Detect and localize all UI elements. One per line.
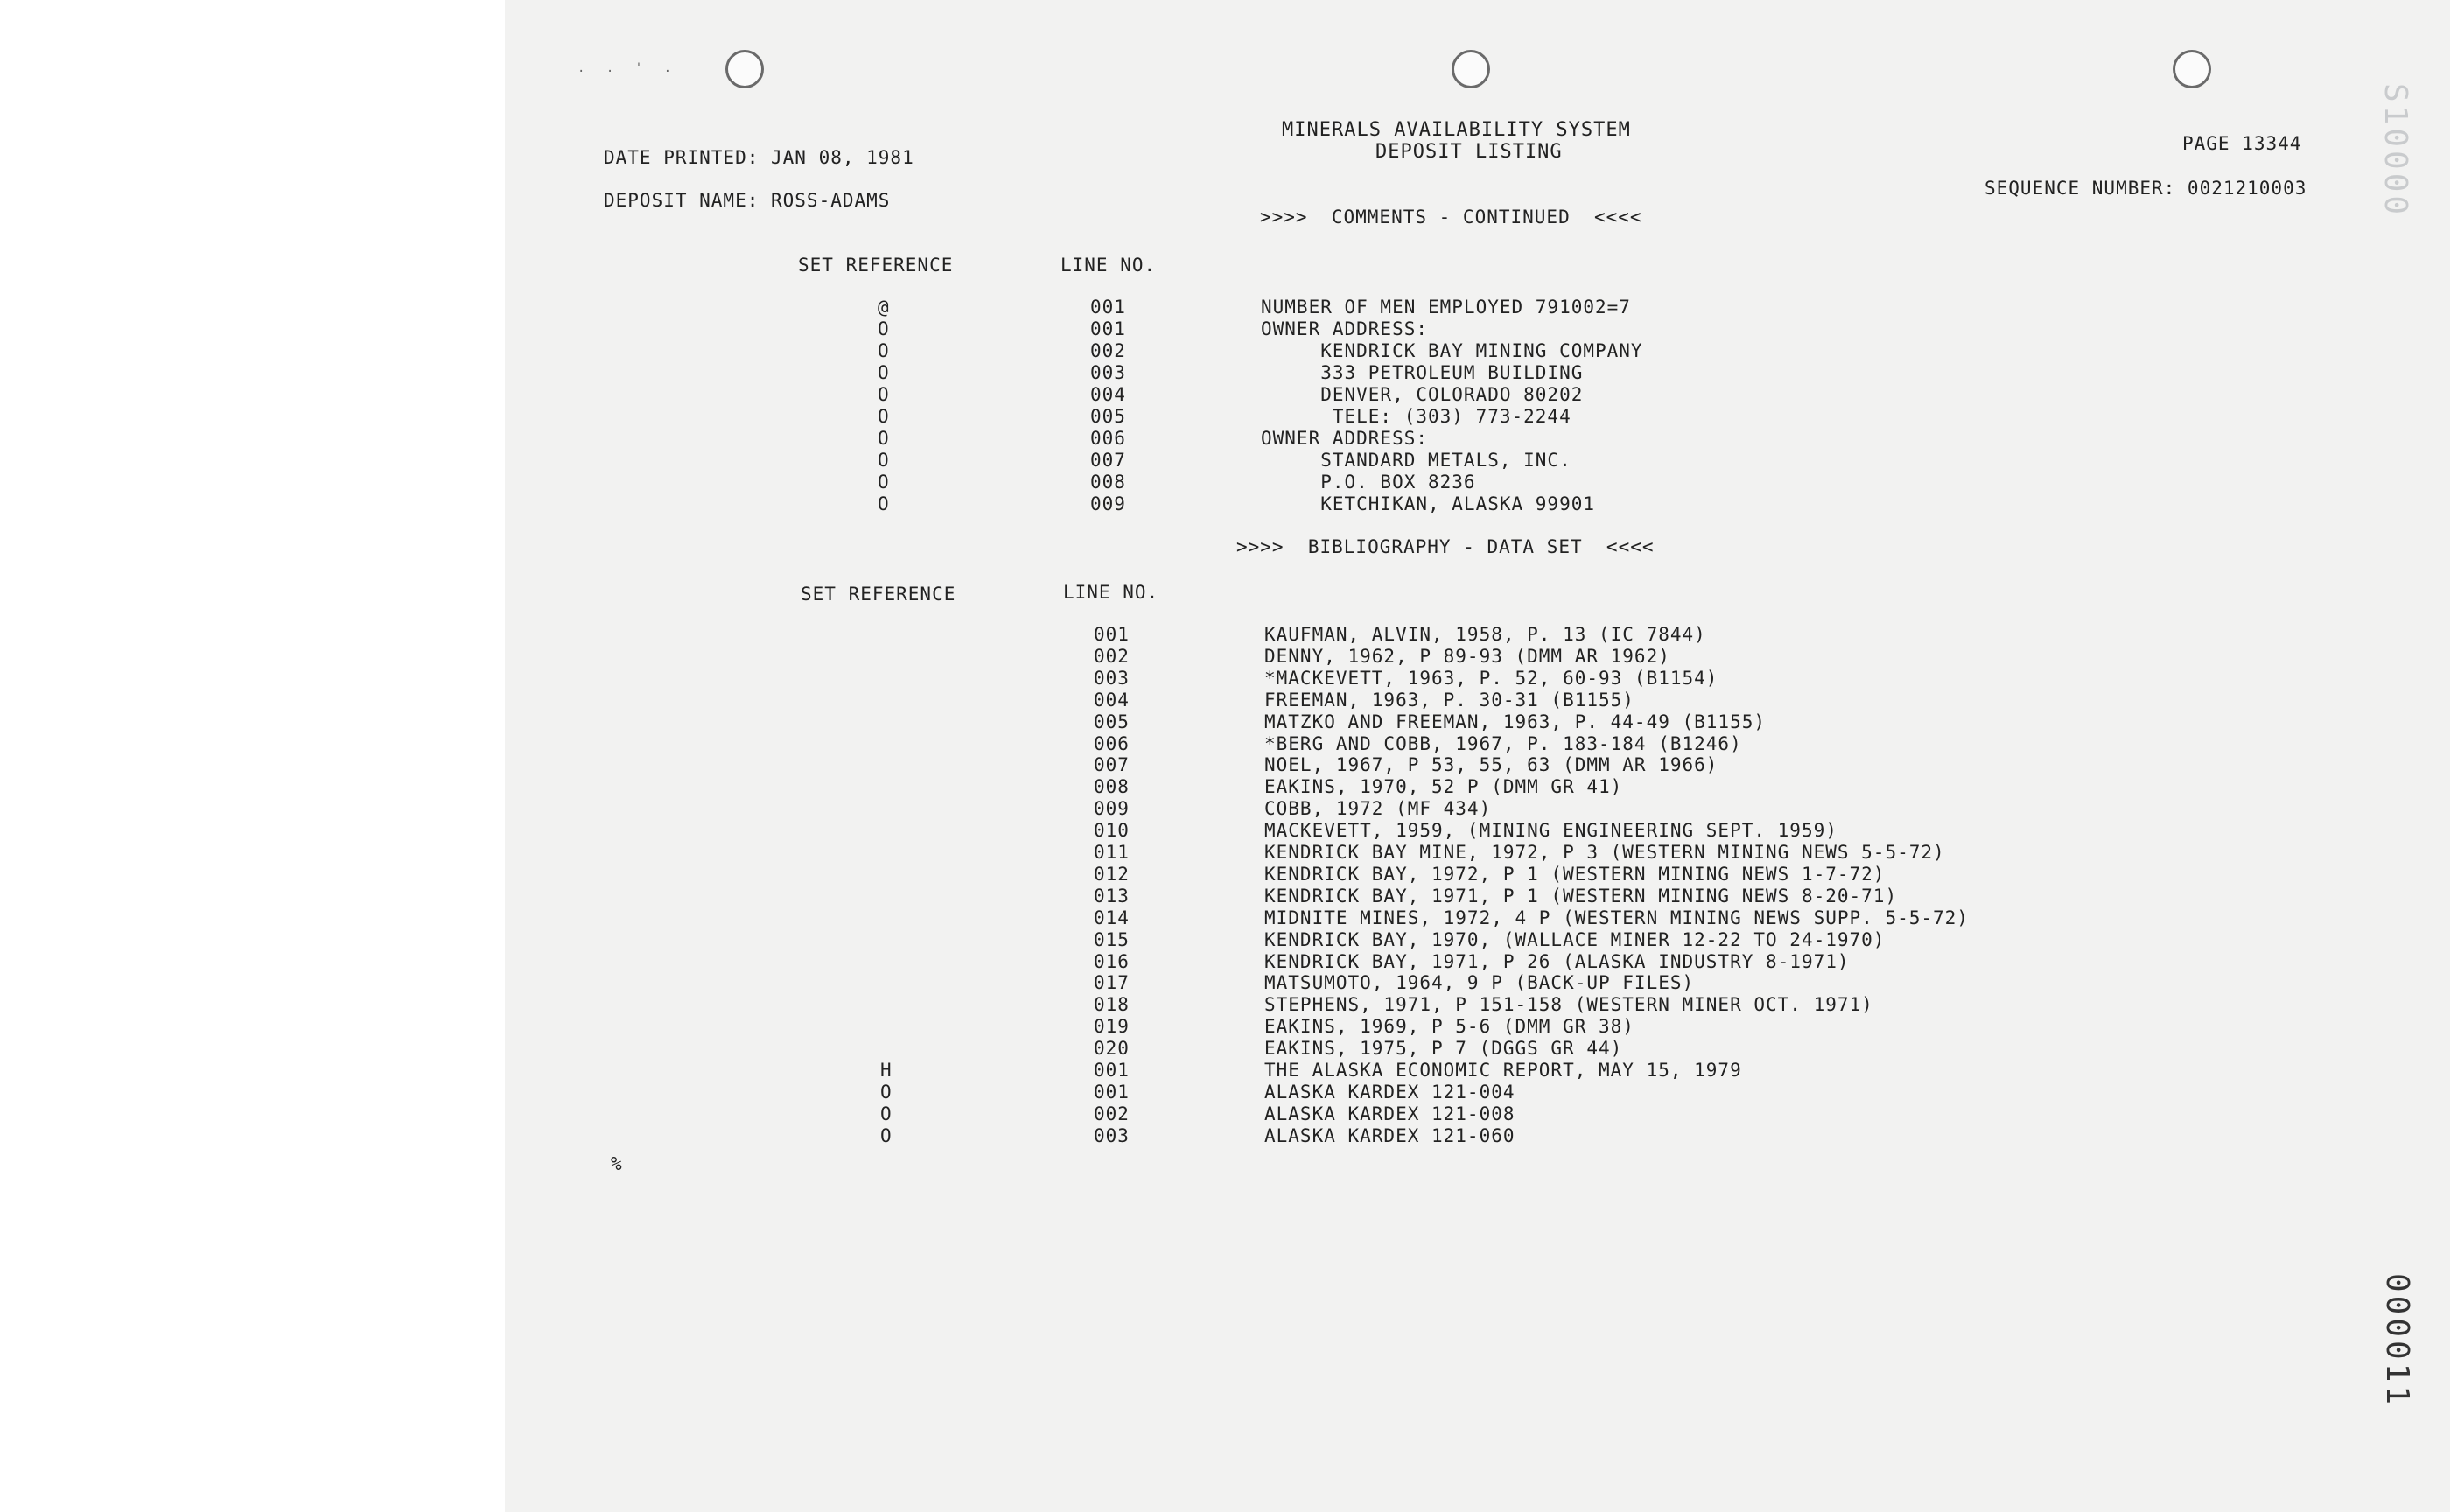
line-number-cell: 007 — [1090, 450, 1126, 471]
set-reference-cell: O — [878, 362, 890, 383]
entry-text: FREEMAN, 1963, P. 30-31 (B1155) — [1264, 689, 1634, 710]
line-number-cell: 012 — [1094, 863, 1130, 885]
set-reference-cell: O — [878, 384, 890, 405]
entry-text: TELE: (303) 773-2244 — [1261, 406, 1572, 427]
entry-text: *BERG AND COBB, 1967, P. 183-184 (B1246) — [1264, 732, 1742, 754]
entry-text: MACKEVETT, 1959, (MINING ENGINEERING SEPT. 1959) — [1264, 820, 1838, 842]
line-number-cell: 009 — [1094, 798, 1130, 820]
side-stamp: 000011 — [2379, 1273, 2415, 1409]
set-reference-cell: O — [880, 1102, 892, 1124]
line-number-cell: 016 — [1094, 950, 1130, 972]
entry-text: EAKINS, 1969, P 5-6 (DMM GR 38) — [1264, 1016, 1634, 1038]
line-number-cell: 004 — [1090, 384, 1126, 405]
entry-text: STANDARD METALS, INC. — [1261, 450, 1572, 471]
entry-text: MATZKO AND FREEMAN, 1963, P. 44-49 (B1155) — [1264, 710, 1767, 732]
comments-banner: >>>> COMMENTS - CONTINUED <<<< — [1260, 206, 1642, 228]
line-number-cell: 005 — [1094, 710, 1130, 732]
line-number-cell: 017 — [1094, 972, 1130, 994]
entry-text: ALASKA KARDEX 121-004 — [1264, 1081, 1516, 1102]
line-number-cell: 002 — [1090, 340, 1126, 361]
entry-text: OWNER ADDRESS: — [1261, 318, 1429, 340]
set-reference-cell: @ — [878, 297, 890, 318]
entry-text: KENDRICK BAY, 1972, P 1 (WESTERN MINING NEWS 1-7-72) — [1264, 863, 1886, 885]
set-reference-cell: O — [878, 428, 890, 449]
percent-mark: % — [611, 1153, 623, 1174]
line-number-cell: 001 — [1090, 297, 1126, 318]
line-number-cell: 008 — [1090, 472, 1126, 493]
line-number-cell: 002 — [1094, 645, 1130, 667]
line-number-cell: 001 — [1094, 1060, 1130, 1081]
set-reference-cell: O — [880, 1081, 892, 1102]
set-reference-cell: O — [878, 340, 890, 361]
line-number-cell: 001 — [1094, 1081, 1130, 1102]
entry-text: KETCHIKAN, ALASKA 99901 — [1261, 494, 1596, 514]
entry-text: MATSUMOTO, 1964, 9 P (BACK-UP FILES) — [1264, 972, 1695, 994]
entry-text: KENDRICK BAY, 1971, P 1 (WESTERN MINING NEWS 8-20-71) — [1264, 885, 1898, 906]
entry-text: STEPHENS, 1971, P 151-158 (WESTERN MINER OCT. 1971) — [1264, 994, 1873, 1016]
entry-text: NOEL, 1967, P 53, 55, 63 (DMM AR 1966) — [1264, 754, 1718, 776]
set-reference-cell: O — [878, 450, 890, 471]
entry-text: KENDRICK BAY MINING COMPANY — [1261, 340, 1643, 361]
side-stamp: S10000 — [2377, 83, 2413, 219]
set-reference-cell: O — [878, 318, 890, 340]
set-reference-cell: O — [878, 406, 890, 427]
line-number-cell: 020 — [1094, 1038, 1130, 1060]
entry-text: OWNER ADDRESS: — [1261, 428, 1429, 449]
entry-text: KAUFMAN, ALVIN, 1958, P. 13 (IC 7844) — [1264, 624, 1706, 645]
entry-text: THE ALASKA ECONOMIC REPORT, MAY 15, 1979 — [1264, 1060, 1742, 1081]
set-reference-cell: O — [880, 1124, 892, 1146]
line-number-cell: 008 — [1094, 776, 1130, 798]
line-number-cell: 015 — [1094, 928, 1130, 950]
line-number-cell: 011 — [1094, 842, 1130, 863]
line-number-cell: 002 — [1094, 1102, 1130, 1124]
line-number-cell: 001 — [1094, 624, 1130, 645]
line-number-cell: 006 — [1094, 732, 1130, 754]
entry-text: *MACKEVETT, 1963, P. 52, 60-93 (B1154) — [1264, 667, 1718, 689]
entry-text: ALASKA KARDEX 121-060 — [1264, 1124, 1516, 1146]
entry-text: DENNY, 1962, P 89-93 (DMM AR 1962) — [1264, 645, 1670, 667]
listing-title: DEPOSIT LISTING — [1376, 141, 1563, 163]
line-number-cell: 003 — [1094, 667, 1130, 689]
entry-text: KENDRICK BAY MINE, 1972, P 3 (WESTERN MINING NEWS 5-5-72) — [1264, 842, 1945, 863]
line-number-cell: 006 — [1090, 428, 1126, 449]
line-no-header: LINE NO. — [1063, 582, 1159, 603]
punch-hole — [1452, 50, 1490, 88]
system-title: MINERALS AVAILABILITY SYSTEM — [1282, 119, 1631, 141]
set-reference-header: SET REFERENCE — [798, 255, 954, 276]
sequence-number: SEQUENCE NUMBER: 0021210003 — [1984, 178, 2307, 199]
set-reference-cell: O — [878, 494, 890, 514]
entry-text: P.O. BOX 8236 — [1261, 472, 1476, 493]
entry-text: KENDRICK BAY, 1970, (WALLACE MINER 12-22 TO 24-1970) — [1264, 928, 1886, 950]
entry-text: DENVER, COLORADO 80202 — [1261, 384, 1584, 405]
set-reference-header: SET REFERENCE — [801, 584, 956, 605]
line-number-cell: 018 — [1094, 994, 1130, 1016]
punch-hole — [725, 50, 764, 88]
entry-text: NUMBER OF MEN EMPLOYED 791002=7 — [1261, 297, 1631, 318]
entry-text: 333 PETROLEUM BUILDING — [1261, 362, 1584, 383]
entry-text: EAKINS, 1970, 52 P (DMM GR 41) — [1264, 776, 1623, 798]
page-number: PAGE 13344 — [2182, 133, 2302, 154]
line-no-header: LINE NO. — [1060, 255, 1157, 276]
entry-text: COBB, 1972 (MF 434) — [1264, 798, 1492, 820]
deposit-name: DEPOSIT NAME: ROSS-ADAMS — [604, 190, 891, 211]
line-number-cell: 014 — [1094, 906, 1130, 928]
set-reference-cell: O — [878, 472, 890, 493]
speckle-marks: . . ' . — [578, 61, 679, 75]
line-number-cell: 010 — [1094, 820, 1130, 842]
line-number-cell: 009 — [1090, 494, 1126, 514]
line-number-cell: 005 — [1090, 406, 1126, 427]
line-number-cell: 007 — [1094, 754, 1130, 776]
line-number-cell: 013 — [1094, 885, 1130, 906]
line-number-cell: 003 — [1094, 1124, 1130, 1146]
entry-text: MIDNITE MINES, 1972, 4 P (WESTERN MINING NEWS SUPP. 5-5-72) — [1264, 906, 1969, 928]
line-number-cell: 003 — [1090, 362, 1126, 383]
line-number-cell: 004 — [1094, 689, 1130, 710]
date-printed: DATE PRINTED: JAN 08, 1981 — [604, 147, 914, 168]
punch-hole — [2173, 50, 2211, 88]
set-reference-cell: H — [880, 1060, 892, 1081]
line-number-cell: 001 — [1090, 318, 1126, 340]
entry-text: ALASKA KARDEX 121-008 — [1264, 1102, 1516, 1124]
line-number-cell: 019 — [1094, 1016, 1130, 1038]
entry-text: KENDRICK BAY, 1971, P 26 (ALASKA INDUSTRY 8-1971) — [1264, 950, 1850, 972]
entry-text: EAKINS, 1975, P 7 (DGGS GR 44) — [1264, 1038, 1623, 1060]
bibliography-banner: >>>> BIBLIOGRAPHY - DATA SET <<<< — [1236, 536, 1655, 557]
